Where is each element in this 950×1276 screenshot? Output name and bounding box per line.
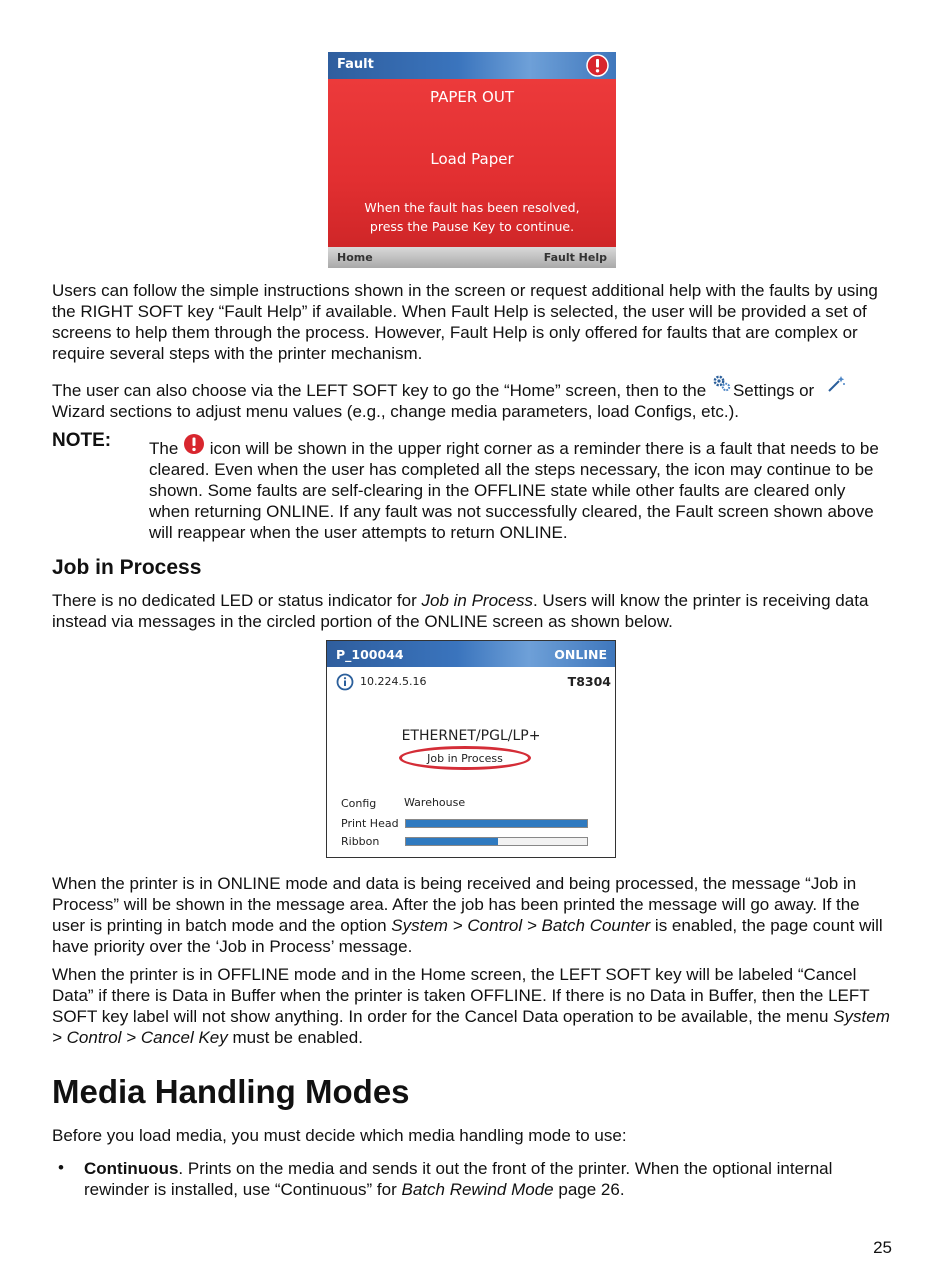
bullet-term: Continuous <box>84 1159 179 1178</box>
fault-help-soft-key: Fault Help <box>543 251 607 264</box>
offline-para-text-1: When the printer is in OFFLINE mode and in the Home screen, the LEFT SOFT key will be labeled “Cancel Data” if there is Data in Buffer when the printer is taken OFFLINE. If there is no Data in Buffer, then the LEFT SOFT key label will not show anything. In order for the Cancel Data operation to be available, the menu <box>52 965 870 1026</box>
paragraph-home-settings <box>52 374 892 422</box>
wizard-wand-icon <box>825 374 847 394</box>
online-para-text-2: is enabled, the page count will have priority over the ‘Job in Process’ message. <box>52 916 883 956</box>
online-status: ONLINE <box>554 647 607 662</box>
fault-icon <box>586 54 609 77</box>
paragraph-offline-mode <box>52 964 892 1048</box>
bullet-continuous <box>84 1158 890 1200</box>
fault-icon <box>183 433 205 455</box>
job-in-process-heading: Job in Process <box>52 556 202 579</box>
printer-model: T8304 <box>567 674 611 689</box>
media-handling-heading: Media Handling Modes <box>52 1073 410 1110</box>
fault-screen-image <box>328 52 616 268</box>
bullet-text-1: . Prints on the media and sends it out the front of the printer. When the optional internal rewinder is installed, use “Continuous” for <box>84 1159 833 1199</box>
print-head-label: Print Head <box>341 817 399 830</box>
printer-name: P_100044 <box>336 647 404 662</box>
ribbon-label: Ribbon <box>341 835 380 848</box>
page-number: 25 <box>873 1238 892 1257</box>
online-screen-header <box>327 641 615 667</box>
fault-screen-body <box>328 79 616 247</box>
ribbon-bar <box>405 837 588 846</box>
job-para-italic: Job in Process <box>421 591 533 610</box>
paragraph-home-text: The user can also choose via the LEFT SOFT key to go the “Home” screen, then to the <box>52 381 707 400</box>
fault-instruction: Load Paper <box>430 150 514 168</box>
bullet-text-2: page 26. <box>558 1180 625 1199</box>
fault-resolve-line2: press the Pause Key to continue. <box>369 219 575 234</box>
paragraph-wizard-text: Wizard sections to adjust menu values (e.g., change media parameters, load Configs, etc.). <box>52 402 739 421</box>
fault-screen-softkeys <box>328 247 616 268</box>
print-head-bar-fill <box>406 820 587 827</box>
bullet-marker: • <box>58 1158 64 1177</box>
settings-gears-icon <box>711 374 733 394</box>
config-value: Warehouse <box>404 796 466 809</box>
ip-address: 10.224.5.16 <box>360 675 427 688</box>
online-para-text-1: When the printer is in ONLINE mode and data is being received and being processed, the message “Job in Process” will be shown in the message area. After the job has been printed the message will go away. If the user is printing in batch mode and the option <box>52 874 860 935</box>
note-body: icon will be shown in the upper right corner as a reminder there is a fault that needs to be cleared. Even when the user has completed all the steps necessary, the icon may continue to be shown. Some faults are self-clearing in the OFFLINE state while other faults are cleared only when returning ONLINE. If any fault was not successfully cleared, the Fault screen shown above will reappear when the user attempts to return ONLINE. <box>149 439 879 542</box>
paragraph-online-mode <box>52 873 892 957</box>
fault-message: PAPER OUT <box>429 88 514 106</box>
job-status: Job in Process <box>427 752 503 765</box>
note-prefix: The <box>149 439 179 458</box>
offline-para-italic: System > Control > Cancel Key <box>52 1007 890 1047</box>
print-head-bar <box>405 819 588 828</box>
ribbon-bar-fill <box>406 838 498 845</box>
note-text <box>149 433 889 543</box>
offline-para-text-2: must be enabled. <box>232 1028 363 1047</box>
info-icon <box>336 673 354 691</box>
paragraph-media-intro: Before you load media, you must decide which media handling mode to use: <box>52 1126 627 1145</box>
protocol-label: ETHERNET/PGL/LP+ <box>401 728 541 744</box>
note-label: NOTE: <box>52 430 112 451</box>
job-para-text-1: There is no dedicated LED or status indicator for <box>52 591 417 610</box>
fault-screen-header <box>328 52 616 79</box>
fault-resolve-text <box>328 198 616 236</box>
config-label: Config <box>341 797 377 810</box>
bullet-italic: Batch Rewind Mode <box>401 1180 554 1199</box>
paragraph-fault-help: Users can follow the simple instructions shown in the screen or request additional help with the faults by using the RIGHT SOFT key “Fault Help” if available. When Fault Help is selected, the user will be provided a set of screens to help them through the process. However, Fault Help is only offered for faults that are complex or require several steps with the printer mechanism. <box>52 281 878 363</box>
paragraph-job-in-process <box>52 590 892 632</box>
job-para-text-2: . Users will know the printer is receiving data instead via messages in the circled portion of the ONLINE screen as shown below. <box>52 591 869 631</box>
home-soft-key: Home <box>337 251 373 264</box>
online-screen-image <box>326 640 616 858</box>
fault-screen-title: Fault <box>337 57 374 72</box>
online-para-italic: System > Control > Batch Counter <box>391 916 651 935</box>
settings-label: Settings or <box>732 381 815 400</box>
fault-resolve-line1: When the fault has been resolved, <box>364 200 580 215</box>
